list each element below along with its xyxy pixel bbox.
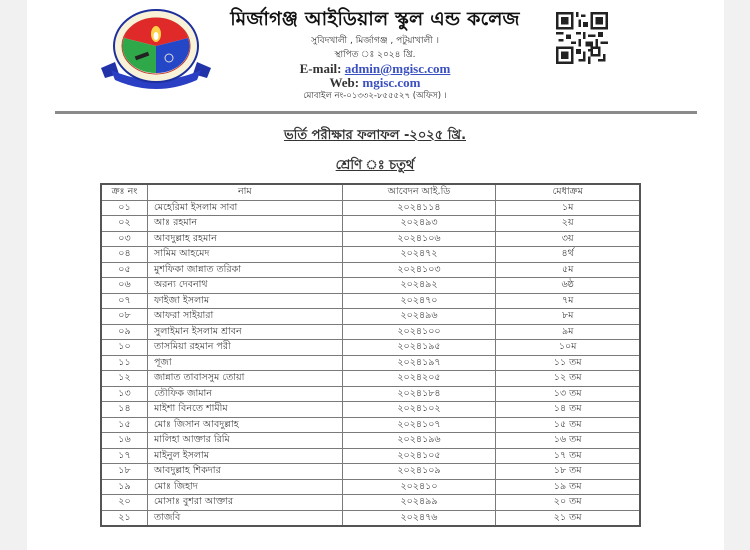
table-row xyxy=(101,200,640,216)
serial-cell: ০৬ xyxy=(101,278,147,294)
application-id-cell: ২০২৪১০২ xyxy=(342,402,496,418)
table-row xyxy=(101,417,640,433)
email-link[interactable]: admin@mgisc.com xyxy=(344,61,451,76)
table-row xyxy=(101,309,640,325)
application-id-cell: ২০২৪১১৪ xyxy=(342,200,496,216)
name-cell: মোঃ জিসান আবদুল্লাহ xyxy=(147,417,342,433)
table-row xyxy=(101,371,640,387)
name-cell: মোসাঃ বুশরা আক্তার xyxy=(147,495,342,511)
serial-cell: ০২ xyxy=(101,216,147,232)
name-cell: মালিহা আক্তার রিমি xyxy=(147,433,342,449)
merit-cell: ১৩ তম xyxy=(496,386,640,402)
merit-cell: ১৭ তম xyxy=(496,448,640,464)
table-header-row xyxy=(101,184,640,200)
school-address: সুবিদখালী , মির্জাগঞ্জ , পটুয়াখালী । xyxy=(311,36,439,46)
application-id-cell: ২০২৪১৮৪ xyxy=(342,386,496,402)
name-cell: আবদুল্লাহ শিকদার xyxy=(147,464,342,480)
name-cell: অরন্য দেবনাথ xyxy=(147,278,342,294)
table-row xyxy=(101,216,640,232)
name-cell: পূজা xyxy=(147,355,342,371)
merit-cell: ৩য় xyxy=(496,231,640,247)
application-id-cell: ২০২৪১০৩ xyxy=(342,262,496,278)
serial-cell: ১৬ xyxy=(101,433,147,449)
name-cell: মাইশা বিনতে শামীম xyxy=(147,402,342,418)
name-cell: তৌফিক জামান xyxy=(147,386,342,402)
serial-cell: ১৯ xyxy=(101,479,147,495)
result-title-text: ভর্তি পরীক্ষার ফলাফল -২০২৫ খ্রি. xyxy=(283,128,467,143)
school-name: মির্জাগঞ্জ আইডিয়াল স্কুল এন্ড কলেজ xyxy=(230,8,520,30)
column-header-serial: ক্রঃ নং xyxy=(101,184,147,200)
name-cell: আবদুল্লাহ রহমান xyxy=(147,231,342,247)
merit-cell: ৬ষ্ঠ xyxy=(496,278,640,294)
serial-cell: ০৫ xyxy=(101,262,147,278)
column-header-application-id: আবেদন আই.ডি xyxy=(342,184,496,200)
email-line xyxy=(200,62,550,76)
serial-cell: ০৮ xyxy=(101,309,147,325)
serial-cell: ০৯ xyxy=(101,324,147,340)
header-divider xyxy=(55,111,697,114)
table-row xyxy=(101,262,640,278)
serial-cell: ১০ xyxy=(101,340,147,356)
application-id-cell: ২০২৪১০৬ xyxy=(342,231,496,247)
web-label: Web: xyxy=(329,75,360,90)
table-row xyxy=(101,495,640,511)
results-table xyxy=(100,183,641,527)
merit-cell: ৮ম xyxy=(496,309,640,325)
merit-cell: ৭ম xyxy=(496,293,640,309)
serial-cell: ১১ xyxy=(101,355,147,371)
web-line xyxy=(200,76,550,90)
merit-cell: ১০ম xyxy=(496,340,640,356)
application-id-cell: ২০২৪৯২ xyxy=(342,278,496,294)
serial-cell: ১৭ xyxy=(101,448,147,464)
application-id-cell: ২০২৪২০৫ xyxy=(342,371,496,387)
serial-cell: ০৪ xyxy=(101,247,147,263)
established-date: স্থাপিত ঃ ২০২৪ খ্রি. xyxy=(334,50,416,60)
serial-cell: ১৩ xyxy=(101,386,147,402)
name-cell: মোঃ জিহাদ xyxy=(147,479,342,495)
name-cell: সামিম আহমেদ xyxy=(147,247,342,263)
serial-cell: ০৭ xyxy=(101,293,147,309)
qr-code-icon xyxy=(556,12,608,64)
serial-cell: ০৩ xyxy=(101,231,147,247)
serial-cell: ২১ xyxy=(101,510,147,526)
email-label: E-mail: xyxy=(299,61,342,76)
table-row xyxy=(101,231,640,247)
result-title xyxy=(0,126,750,147)
table-row xyxy=(101,355,640,371)
merit-cell: ১২ তম xyxy=(496,371,640,387)
application-id-cell: ২০২৪৯৬ xyxy=(342,309,496,325)
merit-cell: ১৬ তম xyxy=(496,433,640,449)
table-row xyxy=(101,433,640,449)
table-row xyxy=(101,464,640,480)
application-id-cell: ২০২৪১৯৭ xyxy=(342,355,496,371)
serial-cell: ১৮ xyxy=(101,464,147,480)
name-cell: জান্নাত তাবাসসুম তোয়া xyxy=(147,371,342,387)
name-cell: ফাইজা ইসলাম xyxy=(147,293,342,309)
table-row xyxy=(101,324,640,340)
column-header-name: নাম xyxy=(147,184,342,200)
name-cell: তাজবি xyxy=(147,510,342,526)
table-row xyxy=(101,402,640,418)
web-link[interactable]: mgisc.com xyxy=(362,75,421,90)
application-id-cell: ২০২৪১০০ xyxy=(342,324,496,340)
application-id-cell: ২০২৪৯৯ xyxy=(342,495,496,511)
merit-cell: ১১ তম xyxy=(496,355,640,371)
merit-cell: ৪র্থ xyxy=(496,247,640,263)
application-id-cell: ২০২৪৭০ xyxy=(342,293,496,309)
mobile-number: মোবাইল নং-০১৩৩২-৮৫৫৫২৭ (অফিস) । xyxy=(303,91,447,101)
table-row xyxy=(101,479,640,495)
school-crest-logo-icon xyxy=(97,8,215,94)
name-cell: মাইনুল ইসলাম xyxy=(147,448,342,464)
table-row xyxy=(101,386,640,402)
merit-cell: ২১ তম xyxy=(496,510,640,526)
table-row xyxy=(101,448,640,464)
merit-cell: ১৫ তম xyxy=(496,417,640,433)
class-title-text: শ্রেণি ঃ চতুর্থ xyxy=(335,158,415,173)
application-id-cell: ২০২৪১০৯ xyxy=(342,464,496,480)
application-id-cell: ২০২৪৭২ xyxy=(342,247,496,263)
application-id-cell: ২০২৪১০ xyxy=(342,479,496,495)
table-row xyxy=(101,278,640,294)
application-id-cell: ২০২৪১০৭ xyxy=(342,417,496,433)
merit-cell: ৯ম xyxy=(496,324,640,340)
table-row xyxy=(101,510,640,526)
serial-cell: ১২ xyxy=(101,371,147,387)
application-id-cell: ২০২৪১৯৫ xyxy=(342,340,496,356)
merit-cell: ১৪ তম xyxy=(496,402,640,418)
application-id-cell: ২০২৪১৯৬ xyxy=(342,433,496,449)
serial-cell: ১৪ xyxy=(101,402,147,418)
merit-cell: ১৯ তম xyxy=(496,479,640,495)
table-row xyxy=(101,340,640,356)
table-row xyxy=(101,293,640,309)
serial-cell: ১৫ xyxy=(101,417,147,433)
merit-cell: ২য় xyxy=(496,216,640,232)
serial-cell: ২০ xyxy=(101,495,147,511)
application-id-cell: ২০২৪৭৬ xyxy=(342,510,496,526)
application-id-cell: ২০২৪৯৩ xyxy=(342,216,496,232)
name-cell: আঃ রহমান xyxy=(147,216,342,232)
school-header xyxy=(200,6,550,103)
name-cell: তাসমিয়া রহমান পরী xyxy=(147,340,342,356)
application-id-cell: ২০২৪১০৫ xyxy=(342,448,496,464)
merit-cell: ৫ম xyxy=(496,262,640,278)
name-cell: মেহেরিমা ইসলাম সাবা xyxy=(147,200,342,216)
merit-cell: ১ম xyxy=(496,200,640,216)
merit-cell: ২০ তম xyxy=(496,495,640,511)
name-cell: আফরা সাইয়ারা xyxy=(147,309,342,325)
name-cell: মুশফিকা জান্নাত তরিকা xyxy=(147,262,342,278)
merit-cell: ১৮ তম xyxy=(496,464,640,480)
table-row xyxy=(101,247,640,263)
name-cell: সুলাইমান ইসলাম শ্রাবন xyxy=(147,324,342,340)
class-title xyxy=(0,156,750,177)
column-header-merit: মেধাক্রম xyxy=(496,184,640,200)
serial-cell: ০১ xyxy=(101,200,147,216)
